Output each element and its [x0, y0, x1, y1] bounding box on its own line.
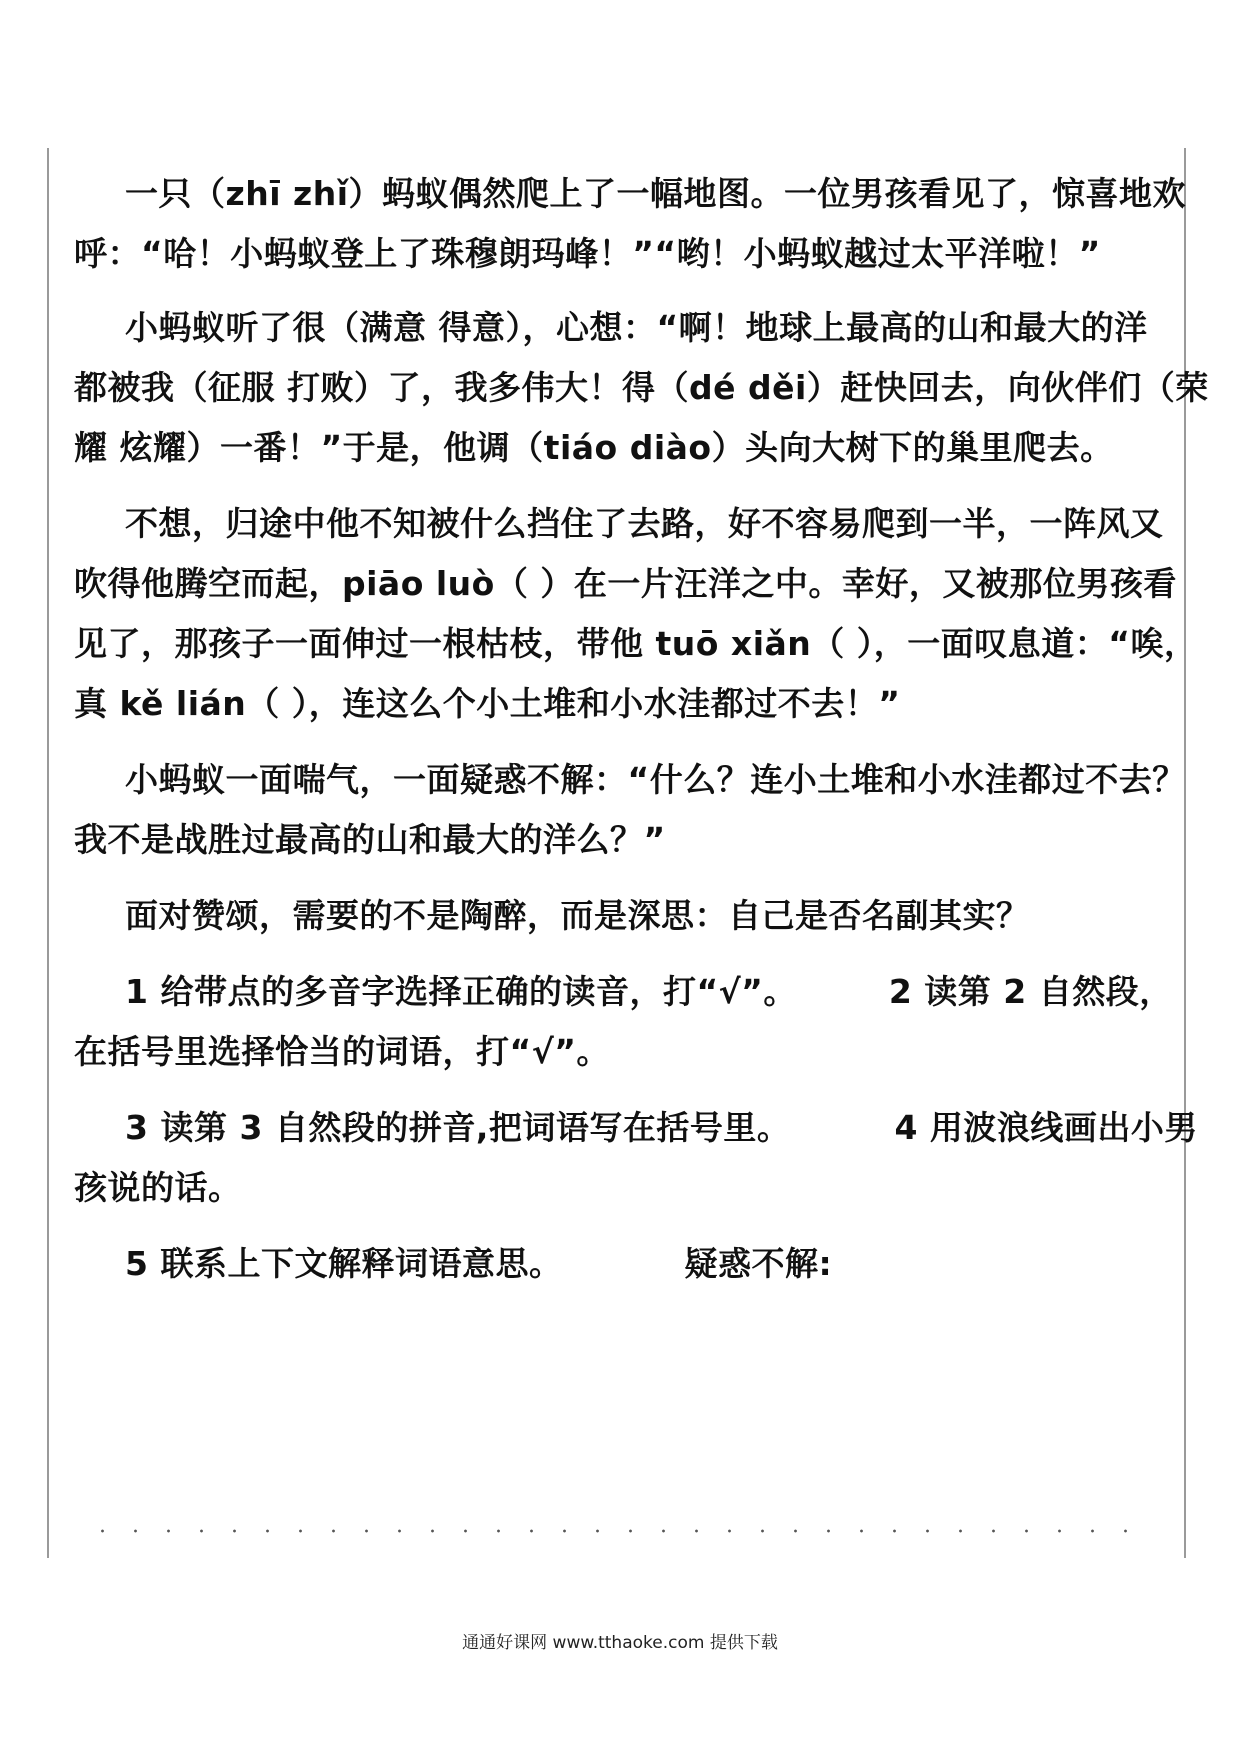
text-line: 一只（zhī zhǐ）蚂蚁偶然爬上了一幅地图。一位男孩看见了，惊喜地欢: [125, 174, 1187, 213]
question-2: 2 读第 2 自然段，: [888, 972, 1173, 1011]
text-line: 我不是战胜过最高的山和最大的洋么？”: [74, 820, 666, 859]
text-line: 呼：“哈！小蚂蚁登上了珠穆朗玛峰！”“哟！小蚂蚁越过太平洋啦！”: [74, 234, 1101, 273]
question-1: 1 给带点的多音字选择正确的读音，打“√”。: [125, 972, 797, 1011]
text-line: 见了，那孩子一面伸过一根枯枝，带他 tuō xiǎn（ ），一面叹息道：“唉，: [74, 624, 1198, 663]
footer-source: 通通好课网 www.tthaoke.com 提供下载: [462, 1633, 778, 1653]
question-5-line: [74, 1242, 832, 1286]
text-line: 小蚂蚁听了很（满意 得意），心想：“啊！地球上最高的山和最大的洋: [125, 308, 1148, 347]
question-3: 3 读第 3 自然段的拼音,把词语写在括号里。: [125, 1108, 791, 1147]
text-line: 面对赞颂，需要的不是陶醉，而是深思：自己是否名副其实？: [125, 896, 1030, 935]
question-5: 5 联系上下文解释词语意思。: [125, 1244, 563, 1283]
answer-dotted-line: [86, 1528, 1146, 1534]
text-line: 小蚂蚁一面喘气，一面疑惑不解：“什么？连小土堆和小水洼都过不去？: [125, 760, 1186, 799]
question-3-line: [74, 1106, 1198, 1150]
text-line: 真 kě lián（ ），连这么个小土堆和小水洼都过不去！”: [74, 684, 901, 723]
text-line: 耀 炫耀）一番！”于是，他调（tiáo diào）头向大树下的巢里爬去。: [74, 428, 1114, 467]
left-margin-rule: [47, 148, 49, 1558]
question-2-continuation: 在括号里选择恰当的词语，打“√”。: [74, 1032, 610, 1071]
text-line: 都被我（征服 打败）了，我多伟大！得（dé děi）赶快回去，向伙伴们（荣: [74, 368, 1209, 407]
question-1-line: [74, 970, 1173, 1014]
question-4-continuation: 孩说的话。: [74, 1168, 242, 1207]
right-margin-rule: [1184, 148, 1186, 1558]
question-5-term: 疑惑不解:: [684, 1244, 833, 1283]
text-line: 不想，归途中他不知被什么挡住了去路，好不容易爬到一半，一阵风又: [125, 504, 1164, 543]
question-4: 4 用波浪线画出小男: [894, 1108, 1198, 1147]
text-line: 吹得他腾空而起，piāo luò（ ）在一片汪洋之中。幸好，又被那位男孩看: [74, 564, 1177, 603]
